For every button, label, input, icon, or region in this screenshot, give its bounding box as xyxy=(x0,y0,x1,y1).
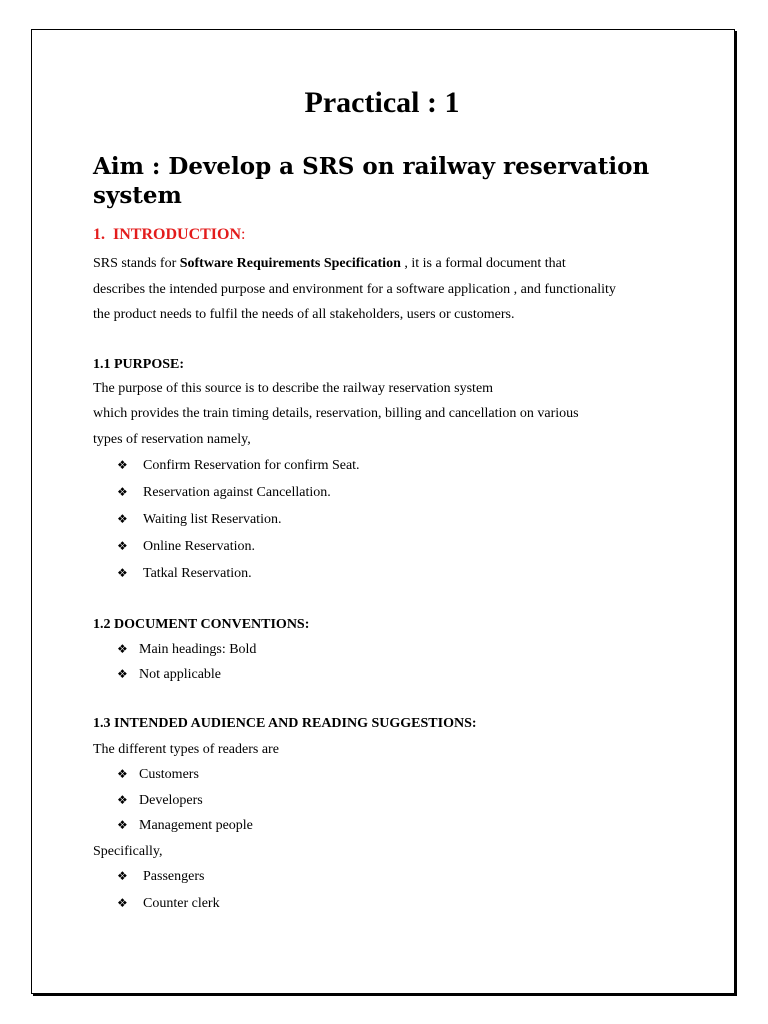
list-item xyxy=(117,539,255,555)
list-item xyxy=(117,512,281,528)
list-item xyxy=(117,485,331,501)
diamond-bullet-icon: ❖ xyxy=(117,896,128,910)
intro-paragraph-line-1 xyxy=(93,256,566,272)
diamond-bullet-icon: ❖ xyxy=(117,458,128,472)
list-item xyxy=(117,896,220,912)
diamond-bullet-icon: ❖ xyxy=(117,512,128,526)
list-item-label: Reservation against Cancellation. xyxy=(143,485,331,500)
specifically-label: Specifically, xyxy=(93,844,163,859)
purpose-line-3: types of reservation namely, xyxy=(93,432,251,447)
list-item xyxy=(117,793,203,809)
diamond-bullet-icon: ❖ xyxy=(117,818,128,832)
purpose-heading: 1.1 PURPOSE: xyxy=(93,357,184,372)
list-item-label: Not applicable xyxy=(139,667,222,682)
list-item-label: Counter clerk xyxy=(143,896,220,911)
srs-term: Software Requirements Specification xyxy=(179,256,401,271)
introduction-heading xyxy=(93,226,245,244)
diamond-bullet-icon: ❖ xyxy=(117,869,128,883)
diamond-bullet-icon: ❖ xyxy=(117,642,128,656)
list-item-label: Confirm Reservation for confirm Seat. xyxy=(143,458,360,473)
list-item-label: Online Reservation. xyxy=(143,539,255,554)
diamond-bullet-icon: ❖ xyxy=(117,793,128,807)
intro-paragraph-line-3: the product needs to fulfil the needs of all stakeholders, users or customers. xyxy=(93,307,515,322)
audience-intro: The different types of readers are xyxy=(93,742,279,757)
list-item-label: Developers xyxy=(139,793,203,808)
list-item xyxy=(117,767,199,783)
purpose-line-1: The purpose of this source is to describe the railway reservation system xyxy=(93,381,494,396)
list-item xyxy=(117,566,252,582)
list-item xyxy=(117,869,204,885)
list-item xyxy=(117,642,256,658)
audience-heading: 1.3 INTENDED AUDIENCE AND READING SUGGESTIONS: xyxy=(93,716,477,731)
intro-paragraph-line-2: describes the intended purpose and environment for a software application , and functionality xyxy=(93,282,616,297)
list-item-label: Management people xyxy=(139,818,253,833)
conventions-heading: 1.2 DOCUMENT CONVENTIONS: xyxy=(93,617,310,632)
intro-text: , it is a formal document that xyxy=(400,256,566,271)
list-item-label: Waiting list Reservation. xyxy=(143,512,282,527)
introduction-number: 1. xyxy=(93,226,105,243)
diamond-bullet-icon: ❖ xyxy=(117,485,128,499)
list-item xyxy=(117,818,253,834)
aim-heading: Aim : Develop a SRS on railway reservation system xyxy=(93,153,650,209)
list-item-label: Customers xyxy=(139,767,199,782)
intro-text: SRS stands for xyxy=(93,256,180,271)
page-title: Practical : 1 xyxy=(304,86,460,119)
diamond-bullet-icon: ❖ xyxy=(117,767,128,781)
list-item xyxy=(117,458,360,474)
introduction-colon: : xyxy=(241,226,246,243)
diamond-bullet-icon: ❖ xyxy=(117,566,128,580)
list-item-label: Main headings: Bold xyxy=(139,642,257,657)
introduction-title: INTRODUCTION xyxy=(113,226,242,243)
diamond-bullet-icon: ❖ xyxy=(117,539,128,553)
list-item-label: Passengers xyxy=(143,869,205,884)
list-item xyxy=(117,667,221,683)
diamond-bullet-icon: ❖ xyxy=(117,667,128,681)
purpose-line-2: which provides the train timing details, reservation, billing and cancellation on various xyxy=(93,406,579,421)
list-item-label: Tatkal Reservation. xyxy=(143,566,252,581)
